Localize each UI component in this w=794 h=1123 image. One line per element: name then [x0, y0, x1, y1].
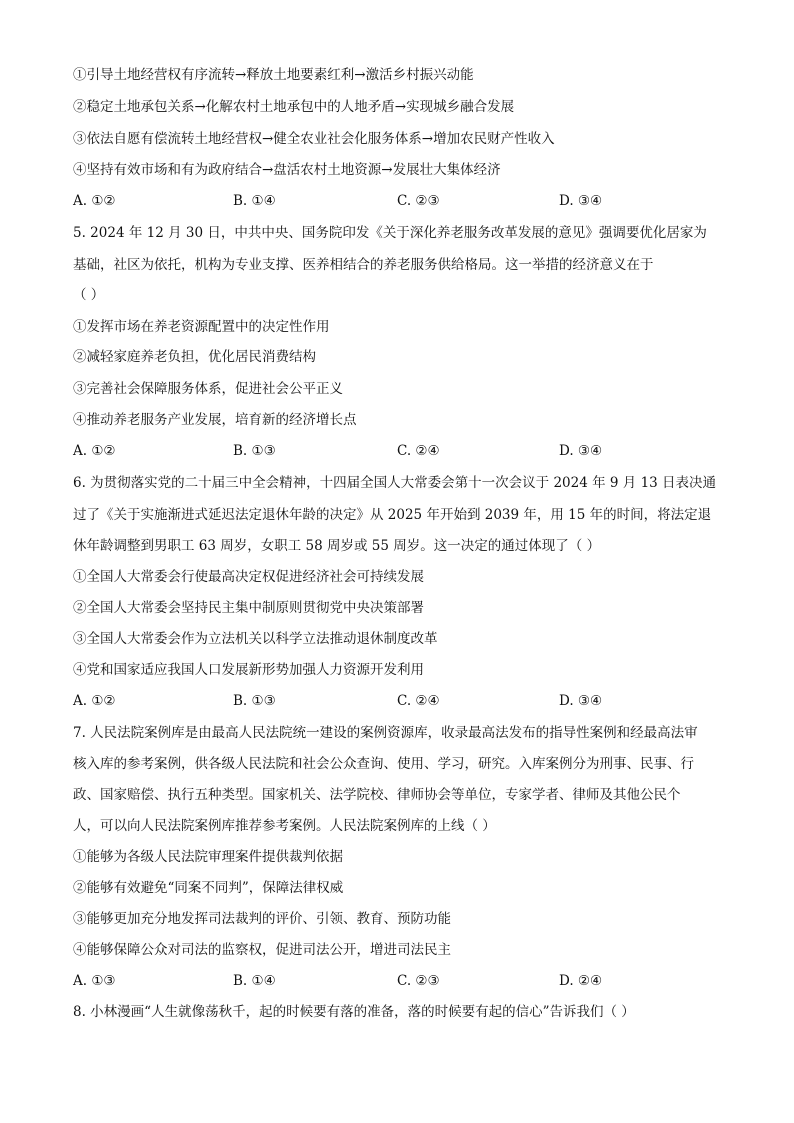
q4-item-3: ③依法自愿有偿流转土地经营权→健全农业社会化服务体系→增加农民财产性收入	[73, 131, 555, 147]
q7-stem-line-4: 人，可以向人民法院案例库推荐参考案例。人民法院案例库的上线（ ）	[73, 818, 496, 834]
q6-item-1: ①全国人大常委会行使最高决定权促进经济社会可持续发展	[73, 569, 424, 585]
q4-option-c: C. ②③	[397, 193, 440, 209]
q4-option-b: B. ①④	[233, 193, 276, 209]
q7-option-a: A. ①③	[73, 973, 116, 989]
q5-item-2: ②减轻家庭养老负担，优化居民消费结构	[73, 349, 316, 365]
q7-stem-line-1: 7. 人民法院案例库是由最高人民法院统一建设的案例资源库，收录最高法发布的指导性案例和经最高法审	[73, 725, 698, 741]
q6-option-a: A. ①②	[73, 693, 116, 709]
q5-option-b: B. ①③	[233, 443, 276, 459]
q6-option-d: D. ③④	[559, 693, 603, 709]
q4-item-4: ④坚持有效市场和有为政府结合→盘活农村土地资源→发展壮大集体经济	[73, 162, 501, 178]
q4-option-d: D. ③④	[559, 193, 603, 209]
q6-item-3: ③全国人大常委会作为立法机关以科学立法推动退休制度改革	[73, 631, 438, 647]
q5-option-d: D. ③④	[559, 443, 603, 459]
q7-option-d: D. ②④	[559, 973, 603, 989]
q5-options	[73, 442, 733, 460]
q7-option-b: B. ①④	[233, 973, 276, 989]
q7-item-3: ③能够更加充分地发挥司法裁判的评价、引领、教育、预防功能	[73, 911, 451, 927]
q7-item-1: ①能够为各级人民法院审理案件提供裁判依据	[73, 849, 343, 865]
q6-item-4: ④党和国家适应我国人口发展新形势加强人力资源开发利用	[73, 662, 424, 678]
q5-answer-blank: （ ）	[73, 287, 105, 303]
q5-option-a: A. ①②	[73, 443, 116, 459]
q6-options	[73, 692, 733, 710]
q5-stem-line-1: 5. 2024 年 12 月 30 日，中共中央、国务院印发《关于深化养老服务改革发展的意见》强调要优化居家为	[73, 225, 707, 241]
q6-stem-line-1: 6. 为贯彻落实党的二十届三中全会精神，十四届全国人大常委会第十一次会议于 2024 年 9 月 13 日表决通	[73, 475, 717, 491]
q4-item-2: ②稳定土地承包关系→化解农村土地承包中的人地矛盾→实现城乡融合发展	[73, 99, 515, 115]
q6-stem-line-2: 过了《关于实施渐进式延迟法定退休年龄的决定》从 2025 年开始到 2039 年，用 15 年的时间，将法定退	[73, 507, 712, 523]
q5-option-c: C. ②④	[397, 443, 440, 459]
q7-item-2: ②能够有效避免“同案不同判”，保障法律权威	[73, 880, 344, 896]
q6-option-c: C. ②④	[397, 693, 440, 709]
q6-option-b: B. ①③	[233, 693, 276, 709]
q4-options	[73, 192, 733, 210]
q6-stem-line-3: 休年龄调整到男职工 63 周岁，女职工 58 周岁或 55 周岁。这一决定的通过体现了（ ）	[73, 538, 601, 554]
q7-stem-line-3: 政、国家赔偿、执行五种类型。国家机关、法学院校、律师协会等单位，专家学者、律师及其他公民个	[73, 787, 681, 803]
q7-options	[73, 972, 733, 990]
q7-option-c: C. ②③	[397, 973, 440, 989]
q6-item-2: ②全国人大常委会坚持民主集中制原则贯彻党中央决策部署	[73, 600, 424, 616]
q7-stem-line-2: 核入库的参考案例，供各级人民法院和社会公众查询、使用、学习，研究。入库案例分为刑事、民事、行	[73, 756, 694, 772]
q4-option-a: A. ①②	[73, 193, 116, 209]
q5-item-1: ①发挥市场在养老资源配置中的决定性作用	[73, 319, 330, 335]
q4-item-1: ①引导土地经营权有序流转→释放土地要素红利→激活乡村振兴动能	[73, 67, 474, 83]
q7-item-4: ④能够保障公众对司法的监察权，促进司法公开，增进司法民主	[73, 942, 451, 958]
q5-stem-line-2: 基础，社区为依托，机构为专业支撑、医养相结合的养老服务供给格局。这一举措的经济意义在于	[73, 257, 654, 273]
q5-item-3: ③完善社会保障服务体系，促进社会公平正义	[73, 381, 343, 397]
q5-item-4: ④推动养老服务产业发展，培育新的经济增长点	[73, 412, 357, 428]
q8-stem-line-1: 8. 小林漫画“人生就像荡秋千，起的时候要有落的准备，落的时候要有起的信心”告诉我们（ ）	[73, 1004, 635, 1020]
